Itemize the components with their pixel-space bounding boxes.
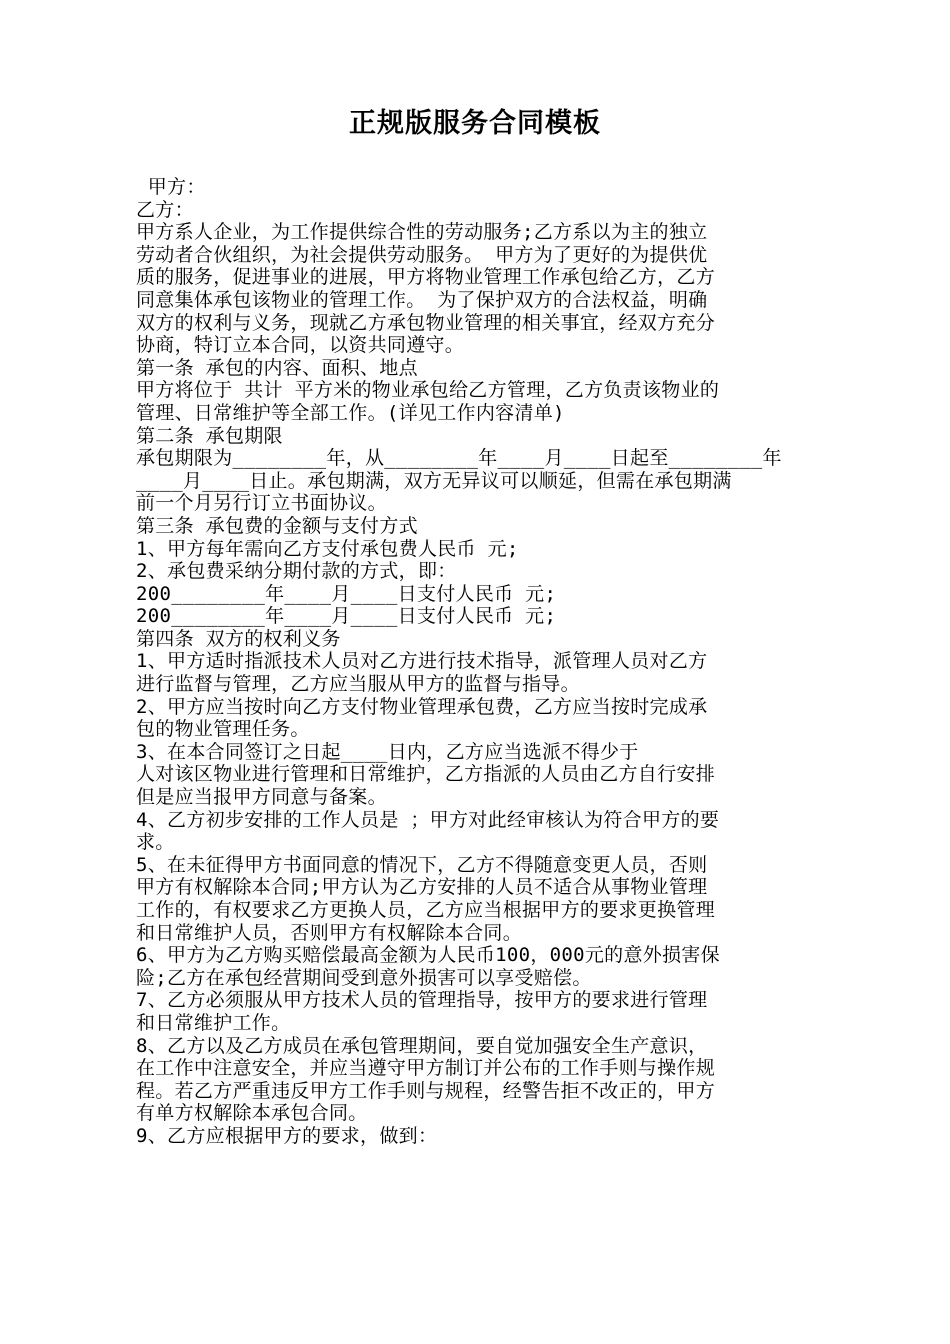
text-line: 和日常维护人员，否则甲方有权解除本合同。 — [136, 921, 523, 944]
text-line: 但是应当报甲方同意与备案。 — [136, 786, 387, 809]
text-line: 管理、日常维护等全部工作。(详见工作内容清单) — [136, 401, 565, 424]
text-line: 人对该区物业进行管理和日常维护，乙方指派的人员由乙方自行安排 — [136, 763, 716, 786]
text-line: 1、甲方每年需向乙方支付承包费人民币 元; — [136, 537, 519, 560]
text-line: 第三条 承包费的金额与支付方式 — [136, 514, 418, 537]
text-line: 前一个月另行订立书面协议。 — [136, 492, 387, 515]
text-line: 1、甲方适时指派技术人员对乙方进行技术指导，派管理人员对乙方 — [136, 650, 708, 673]
text-line: 200________年____月____日支付人民币 元; — [136, 605, 557, 628]
text-line: 有单方权解除本承包合同。 — [136, 1102, 368, 1125]
text-line: 甲方有权解除本合同;甲方认为乙方安排的人员不适合从事物业管理 — [136, 876, 708, 899]
text-line: 第一条 承包的内容、面积、地点 — [136, 356, 418, 379]
text-line: 4、乙方初步安排的工作人员是 ；甲方对此经审核认为符合甲方的要 — [136, 808, 720, 831]
text-line: 劳动者合伙组织，为社会提供劳动服务。 甲方为了更好的为提供优 — [136, 243, 708, 266]
text-line: 和日常维护工作。 — [136, 1011, 291, 1034]
text-line: 乙方： — [136, 198, 194, 221]
text-line: 9、乙方应根据甲方的要求，做到： — [136, 1124, 438, 1147]
text-line: 求。 — [136, 831, 175, 854]
text-line: 在工作中注意安全，并应当遵守甲方制订并公布的工作手则与操作规 — [136, 1057, 716, 1080]
text-line: 质的服务，促进事业的进展，甲方将物业管理工作承包给乙方，乙方 — [136, 266, 716, 289]
text-line: 2、甲方应当按时向乙方支付物业管理承包费，乙方应当按时完成承 — [136, 695, 708, 718]
text-line: 包的物业管理任务。 — [136, 718, 310, 741]
text-line: 甲方： — [136, 176, 206, 198]
text-line: 7、乙方必须服从甲方技术人员的管理指导，按甲方的要求进行管理 — [136, 989, 708, 1012]
text-line: 8、乙方以及乙方成员在承包管理期间，要自觉加强安全生产意识， — [136, 1034, 708, 1057]
text-line: 2、承包费采纳分期付款的方式，即： — [136, 560, 457, 583]
text-line: 程。若乙方严重违反甲方工作手则与规程，经警告拒不改正的，甲方 — [136, 1079, 716, 1102]
document-body — [136, 176, 816, 1148]
text-line: 第二条 承包期限 — [136, 424, 283, 447]
text-line: 第四条 双方的权利义务 — [136, 627, 341, 650]
text-line: 工作的，有权要求乙方更换人员，乙方应当根据甲方的要求更换管理 — [136, 899, 716, 921]
text-line: ____月____日止。承包期满，双方无异议可以顺延，但需在承包期满 — [136, 469, 732, 492]
text-line: 200________年____月____日支付人民币 元; — [136, 582, 557, 605]
text-line: 3、在本合同签订之日起____日内，乙方应当选派不得少于 — [136, 740, 639, 763]
text-line: 进行监督与管理，乙方应当服从甲方的监督与指导。 — [136, 673, 580, 696]
text-line: 5、在未征得甲方书面同意的情况下，乙方不得随意变更人员，否则 — [136, 853, 708, 876]
text-line: 双方的权利与义务，现就乙方承包物业管理的相关事宜，经双方充分 — [136, 311, 716, 334]
text-line: 同意集体承包该物业的管理工作。 为了保护双方的合法权益，明确 — [136, 288, 708, 311]
text-line: 协商，特订立本合同，以资共同遵守。 — [136, 334, 465, 357]
document-title: 正规版服务合同模板 — [349, 108, 601, 139]
text-line: 6、甲方为乙方购买赔偿最高金额为人民币100，000元的意外损害保 — [136, 944, 720, 967]
text-line: 甲方将位于 共计 平方米的物业承包给乙方管理，乙方负责该物业的 — [136, 379, 720, 402]
text-line: 承包期限为________年，从________年____月____日起至________年 — [136, 447, 782, 470]
text-line: 甲方系人企业，为工作提供综合性的劳动服务;乙方系以为主的独立 — [136, 221, 708, 244]
text-line: 险;乙方在承包经营期间受到意外损害可以享受赔偿。 — [136, 966, 592, 989]
